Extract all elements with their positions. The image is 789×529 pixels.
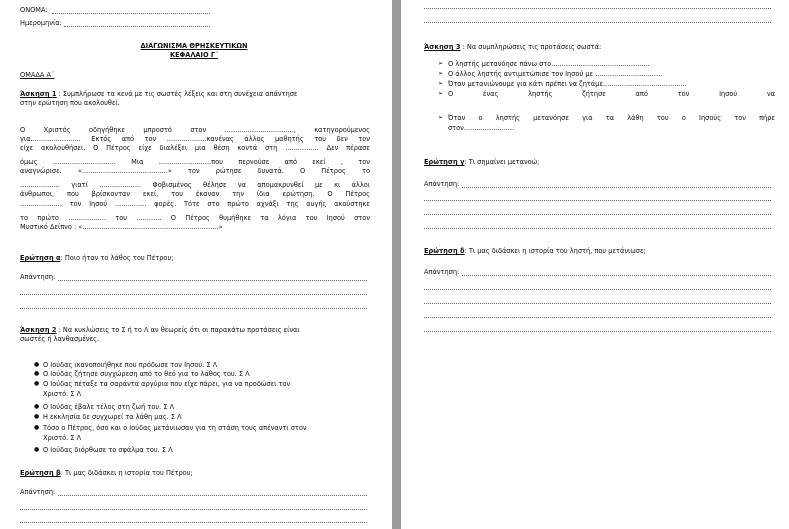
answer-label: Απάντηση: bbox=[424, 180, 460, 188]
exercise-2-text: : Να κυκλώσεις το Σ ή το Λ αν θεωρείς ότι οι παρακάτω προτάσεις είναι bbox=[56, 326, 300, 334]
bullet-icon: ● bbox=[34, 424, 40, 431]
arrow-bullet-icon: ➢ bbox=[438, 70, 444, 77]
passage-line: ................... γιατί .................... Φοβισμένος θέλησε να απομακρυνθεί με κι άλλοι bbox=[20, 181, 370, 189]
question-a bbox=[20, 254, 174, 262]
question-a-label: Ερώτηση α bbox=[20, 254, 61, 262]
sentence: Ο άλλος ληστής αντιμετώπισε τον Ιησού με ................................ bbox=[448, 70, 663, 78]
statement: Η εκκλησία δε συγχωρεί τα λάθη μας. Σ Λ bbox=[43, 413, 182, 421]
date-label: Ημερομηνία: bbox=[20, 19, 62, 27]
arrow-bullet-icon: ➢ bbox=[438, 114, 444, 121]
sentence: Ο ληστής μετανόησε πάνω στο............................................... bbox=[448, 60, 650, 68]
exercise-1-text: : Συμπλήρωσε τα κενά με τις σωστές λέξεις και στη συνέχεια απάντησε bbox=[56, 90, 298, 98]
exercise-1-instruction bbox=[20, 90, 370, 98]
answer-line[interactable] bbox=[20, 308, 367, 309]
bullet-icon: ● bbox=[34, 380, 40, 387]
question-c-text: : Τι σημαίνει μετανοώ; bbox=[464, 158, 540, 166]
question-c-label: Ερώτηση γ bbox=[424, 158, 465, 166]
name-label: ΟΝΟΜΑ: bbox=[20, 6, 48, 14]
answer-line[interactable] bbox=[424, 317, 771, 318]
answer-line[interactable] bbox=[462, 275, 771, 276]
bullet-icon: ● bbox=[34, 370, 40, 377]
question-b-label: Ερώτηση β bbox=[20, 469, 61, 477]
arrow-bullet-icon: ➢ bbox=[438, 60, 444, 67]
answer-line[interactable] bbox=[58, 495, 367, 496]
answer-line[interactable] bbox=[20, 509, 367, 510]
answer-line[interactable] bbox=[424, 200, 771, 201]
answer-line[interactable] bbox=[58, 280, 367, 281]
exercise-3-label: Άσκηση 3 bbox=[424, 43, 461, 51]
bullet-icon: ● bbox=[34, 403, 40, 410]
answer-label: Απάντηση: bbox=[424, 268, 460, 276]
statement: Ο Ιούδας πέταξε τα σαράντα αργύρια που είχε πάρει, για να προδώσει τον bbox=[43, 380, 291, 388]
exercise-2-label: Άσκηση 2 bbox=[20, 326, 57, 334]
question-b-text: : Τι μας διδάσκει η ιστορία του Πέτρου; bbox=[60, 469, 193, 477]
bullet-icon: ● bbox=[34, 361, 40, 368]
right-page bbox=[401, 0, 789, 529]
answer-label: Απάντηση: bbox=[20, 488, 56, 496]
exercise-3-instruction bbox=[424, 43, 601, 51]
date-blank[interactable] bbox=[64, 26, 210, 27]
exercise-2-instruction bbox=[20, 326, 300, 334]
exercise-1-instruction-2: στην ερώτηση που ακολουθεί. bbox=[20, 99, 120, 107]
passage-line: όμως .............................. Μια .........................που περνούσε από εκεί , τον bbox=[20, 158, 370, 166]
statement: Ο Ιούδας ζήτησε συγχώρεση από το θεό για το λάθος του. Σ Λ bbox=[43, 370, 250, 378]
passage-line: άνθρωποι, που βρίσκονταν εκεί, του έκαναν την ίδια ερώτηση. Ο Πέτρος bbox=[20, 190, 370, 198]
answer-label: Απάντηση: bbox=[20, 273, 56, 281]
answer-line[interactable] bbox=[462, 187, 771, 188]
statement: Τόσο ο Πέτρος, όσο και ο Ιούδας μετάνιωσαν για τη στάση τους απέναντι στον bbox=[43, 424, 307, 432]
name-blank[interactable] bbox=[52, 13, 210, 14]
answer-line[interactable] bbox=[424, 303, 771, 304]
passage-line: για........................ Εκτός από τον ...................κανένας άλλος μαθητής του δεν τον bbox=[20, 135, 370, 143]
bullet-icon: ● bbox=[34, 413, 40, 420]
statement-cont: Χριστό. Σ Λ bbox=[43, 390, 82, 398]
statement: Ο Ιούδας ικανοποιήθηκε που πρόδωσε τον Ιησού. Σ Λ bbox=[43, 361, 218, 369]
exercise-2-instruction-2: σωστές ή λανθασμένες. bbox=[20, 335, 100, 343]
left-page bbox=[0, 0, 392, 529]
passage-line: Μυστικό Δείπνο : «.................................................................» bbox=[20, 223, 223, 231]
bullet-icon: ● bbox=[34, 446, 40, 453]
sentence: Ο ένας ληστής ζήτησε από τον Ιησού να bbox=[448, 90, 775, 98]
passage-line: .................... τον Ιησού ............... φορές. Τότε στο πρώτο αχνάξι της αυγής ακούστηκε bbox=[20, 200, 370, 208]
question-d-label: Ερώτηση δ bbox=[424, 247, 465, 255]
answer-line[interactable] bbox=[424, 22, 771, 23]
exercise-1-label: Άσκηση 1 bbox=[20, 90, 57, 98]
passage-line: Ο Χριστός οδηγήθηκε μπροστό στον ................................., κατηγορούμενος bbox=[20, 126, 370, 134]
page-subtitle: ΚΕΦΑΛΑΙΟ Γ΄ bbox=[170, 51, 218, 59]
question-a-text: : Ποιο ήταν το λάθος του Πέτρου; bbox=[60, 254, 174, 262]
sentence-cont: στον........................ bbox=[448, 124, 515, 132]
answer-line[interactable] bbox=[20, 522, 367, 523]
answer-line[interactable] bbox=[20, 294, 367, 295]
answer-line[interactable] bbox=[424, 228, 771, 229]
passage-line: είχε ακολουθήσει. Ο Πέτρος είχε διαλέξει μια θέση κοντά στη ................ Δεν πέρασε bbox=[20, 144, 370, 152]
page-title: ΔΙΑΓΩΝΙΣΜΑ ΘΡΗΣΚΕΥΤΙΚΩΝ bbox=[140, 42, 248, 50]
question-d-text: : Τι μας διδάσκει η ιστορία του ληστή, που μετάνιωσε; bbox=[464, 247, 646, 255]
answer-line[interactable] bbox=[424, 289, 771, 290]
passage-line: αναγνώρισε. «.........................................» τον ρώτησε δυνατά. Ο Πέτρος το bbox=[20, 167, 370, 175]
statement-cont: Χριστό. Σ Λ bbox=[43, 434, 82, 442]
question-c bbox=[424, 158, 539, 166]
exercise-3-text: : Να συμπληρώσεις τις προτάσεις σωστά: bbox=[460, 43, 602, 51]
question-b bbox=[20, 469, 193, 477]
answer-line[interactable] bbox=[424, 331, 771, 332]
answer-line[interactable] bbox=[424, 8, 771, 9]
sentence: Όταν μετανιώνουμε για κάτι πρέπει να ζητάμε........................................ bbox=[448, 80, 687, 88]
arrow-bullet-icon: ➢ bbox=[438, 80, 444, 87]
arrow-bullet-icon: ➢ bbox=[438, 90, 444, 97]
sentence: Όταν ο ληστής μετανόησε για τα λάθη του ο Ιησούς τον πήρε bbox=[448, 114, 775, 122]
question-d bbox=[424, 247, 646, 255]
answer-line[interactable] bbox=[424, 214, 771, 215]
passage-line: το πρώτο .................. του ............ Ο Πέτρος θυμήθηκε τα λόγια του Ιησού στον bbox=[20, 214, 370, 222]
statement: Ο Ιούδας έβαλε τέλος στη ζωή του. Σ Λ bbox=[43, 403, 175, 411]
statement: Ο Ιούδας διόρθωσε το σφάλμα του. Σ Λ bbox=[43, 446, 173, 454]
group-label: ΟΜΑΔΑ Α΄ bbox=[20, 71, 55, 79]
